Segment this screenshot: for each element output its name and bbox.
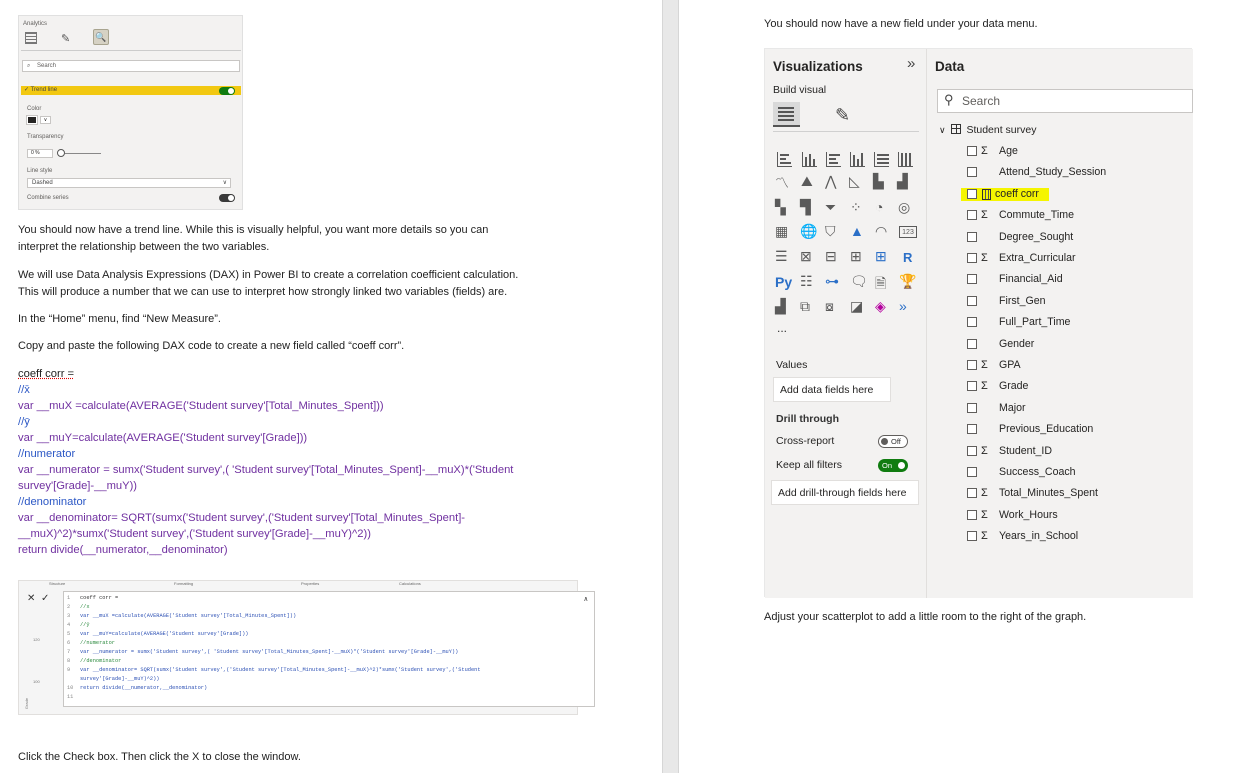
code-line: survey'[Grade]-__muY))	[18, 480, 138, 492]
trend-line-header[interactable]	[21, 86, 241, 95]
table-student-survey[interactable]	[939, 122, 1036, 138]
build-visual-label: Build visual	[773, 84, 827, 96]
field-checkbox[interactable]	[967, 424, 977, 434]
azure-map-icon[interactable]: ▲	[850, 223, 864, 239]
field-checkbox[interactable]	[967, 189, 977, 199]
ribbon-chart-icon[interactable]: ▚	[775, 199, 786, 215]
axis-label: Grade	[24, 697, 30, 710]
multi-row-card-icon[interactable]: ☰	[775, 248, 788, 264]
field-checkbox[interactable]	[967, 317, 977, 327]
collapse-chevron-icon[interactable]: ∧	[583, 596, 588, 604]
transparency-slider-track[interactable]	[65, 153, 101, 154]
line-number: 1	[67, 595, 71, 601]
paragraph-line: interpret the relationship between the two variables.	[18, 241, 270, 253]
field-name: GPA	[999, 359, 1021, 371]
field-item[interactable]	[927, 184, 1193, 205]
search-icon: ⌕	[27, 63, 31, 69]
color-label: Color	[27, 106, 42, 112]
field-item[interactable]	[927, 398, 1193, 419]
paragraph-check-box: Click the Check box. Then click the X to close the window.	[18, 751, 301, 763]
formula-line: //numerator	[80, 640, 115, 646]
cross-report-toggle[interactable]	[878, 435, 908, 448]
formula-line: //ȳ	[80, 622, 90, 628]
line-style-label: Line style	[27, 168, 53, 174]
formula-bar-screenshot	[18, 580, 588, 715]
analytics-search-placeholder: Search	[37, 63, 57, 69]
field-name: Years_in_School	[999, 530, 1079, 543]
line-number: 9	[67, 667, 71, 673]
field-item[interactable]	[927, 526, 1193, 547]
code-line: var __numerator = sumx('Student survey',( 'Student survey'[Total_Minutes_Spent]-__muX)*('Student	[18, 464, 514, 476]
analytics-tab-label: Analytics	[23, 21, 48, 27]
sigma-icon: Σ	[981, 145, 988, 157]
code-line: //ȳ	[18, 416, 30, 428]
sigma-icon: Σ	[981, 359, 988, 371]
code-line: coeff corr =	[18, 368, 75, 380]
narrative-icon[interactable]: 🗎	[875, 275, 887, 291]
paragraph-line: You should now have a trend line. While this is visually helpful, you want more details so you can	[18, 224, 489, 236]
formula-line: survey'[Grade]-__muY)^2))	[80, 676, 160, 682]
field-checkbox[interactable]	[967, 232, 977, 242]
field-checkbox[interactable]	[967, 210, 977, 220]
treemap-icon[interactable]: ▦	[775, 223, 789, 239]
line-style-value: Dashed	[32, 180, 53, 186]
field-checkbox[interactable]	[967, 446, 977, 456]
trend-line-label: Trend line	[30, 87, 58, 93]
sigma-icon: Σ	[981, 530, 988, 543]
drill-through-label: Drill through	[776, 413, 839, 425]
values-well[interactable]	[773, 377, 891, 402]
combine-series-label: Combine series	[27, 195, 69, 201]
cross-report-toggle-text: Off	[891, 437, 901, 446]
flow-visual-icon[interactable]: »	[899, 298, 907, 314]
line-number: 2	[67, 604, 71, 610]
field-checkbox[interactable]	[967, 360, 977, 370]
sigma-icon: Σ	[981, 252, 988, 264]
code-line: return divide(__numerator,__denominator)	[18, 544, 228, 556]
field-checkbox[interactable]	[967, 296, 977, 306]
paragraph-line: We will use Data Analysis Expressions (DAX) in Power BI to create a correlation coefficient calculation.	[18, 269, 519, 281]
trend-line-toggle[interactable]	[219, 87, 235, 95]
power-automate-icon[interactable]: ⧇	[825, 298, 834, 314]
field-name: Previous_Education	[999, 423, 1094, 436]
line-number: 6	[67, 640, 71, 646]
field-name: First_Gen	[999, 294, 1046, 307]
analytics-search-input[interactable]	[22, 60, 240, 72]
key-influencers-icon[interactable]: ☷	[800, 273, 813, 289]
field-name: Full_Part_Time	[999, 316, 1071, 329]
more-visuals-icon[interactable]: ...	[777, 321, 788, 335]
paragraph-new-field: You should now have a new field under your data menu.	[764, 18, 1038, 30]
keep-filters-toggle[interactable]	[878, 459, 908, 472]
line-clustered-column-icon[interactable]: ▟	[897, 173, 908, 189]
goals-icon[interactable]: 🏆	[899, 273, 917, 289]
analytics-magnifier-icon[interactable]: 🔍	[93, 29, 109, 45]
field-item[interactable]	[927, 205, 1193, 226]
line-number: 4	[67, 622, 71, 628]
donut-chart-icon[interactable]: ◎	[898, 199, 911, 215]
data-search-placeholder: Search	[962, 94, 1001, 108]
paragraph-line: This will produce a number that we can use to interpret how strongly linked two variables (fields) are.	[18, 286, 508, 298]
field-name: Financial_Aid	[999, 273, 1063, 286]
line-column-chart-icon[interactable]: ▙	[873, 173, 884, 189]
field-checkbox[interactable]	[967, 253, 977, 263]
field-name: Attend_Study_Session	[999, 166, 1107, 179]
field-checkbox[interactable]	[967, 531, 977, 541]
scatter-chart-icon[interactable]: ⁘	[850, 199, 862, 215]
formula-line: var __muY=calculate(AVERAGE('Student survey'[Grade]))	[80, 631, 249, 637]
field-name: Success_Coach	[999, 466, 1076, 478]
field-item[interactable]	[927, 441, 1193, 462]
powerbi-pane-screenshot	[764, 48, 1192, 597]
format-brush-icon: ✎	[61, 33, 71, 45]
paragraph-copy-code: Copy and paste the following DAX code to create a new field called “coeff corr”.	[18, 340, 405, 352]
line-number: 7	[67, 649, 71, 655]
paragraph-adjust-scatter: Adjust your scatterplot to add a little room to the right of the graph.	[764, 611, 1087, 623]
formula-line: //x	[80, 604, 90, 610]
page-gap	[662, 0, 679, 773]
field-item[interactable]	[927, 483, 1193, 504]
clustered-bar-chart-icon[interactable]	[826, 152, 841, 167]
field-name: Grade	[999, 380, 1029, 393]
combine-series-toggle[interactable]	[219, 194, 235, 202]
sigma-icon: Σ	[981, 444, 988, 457]
analytics-tab-divider	[21, 50, 241, 51]
field-name: Commute_Time	[999, 209, 1074, 222]
decomposition-tree-icon[interactable]: ⊶	[825, 273, 839, 289]
waterfall-chart-icon[interactable]: ▜	[800, 199, 811, 215]
formula-editor[interactable]	[63, 591, 595, 707]
code-line: //numerator	[18, 448, 76, 460]
field-name: Major	[999, 401, 1026, 414]
ribbon-tab[interactable]: Properties	[301, 581, 320, 586]
slicer-icon[interactable]: ⊟	[825, 248, 837, 264]
table-name: Student survey	[966, 124, 1037, 136]
color-chevron-down-icon[interactable]: ∨	[40, 116, 51, 124]
ribbon-tab[interactable]: Calculations	[399, 581, 421, 586]
qa-icon[interactable]: 🗨	[850, 273, 868, 289]
formula-line: var __muX =calculate(AVERAGE('Student survey'[Total_Minutes_Spent]))	[80, 613, 297, 619]
map-icon[interactable]: 🌐	[800, 223, 818, 239]
100-column-chart-icon[interactable]	[898, 152, 913, 167]
card-number: 123	[902, 229, 914, 236]
clustered-column-chart-icon[interactable]	[850, 152, 865, 167]
ribbon-tab[interactable]: Formatting	[174, 581, 194, 586]
transparency-slider-handle[interactable]	[57, 149, 65, 157]
field-name: Age	[999, 145, 1018, 157]
field-name: Work_Hours	[999, 508, 1058, 521]
funnel-chart-icon[interactable]: ⏷	[825, 199, 837, 215]
field-item[interactable]	[927, 269, 1193, 290]
field-name: Extra_Curricular	[999, 252, 1076, 264]
check-icon[interactable]: ✓	[41, 593, 50, 604]
gauge-icon[interactable]: ◠	[875, 223, 888, 239]
sigma-icon: Σ	[981, 508, 988, 521]
axis-tick-label: 120	[33, 637, 40, 642]
field-item[interactable]	[927, 248, 1193, 269]
field-checkbox[interactable]	[967, 146, 977, 156]
toggle-knob	[881, 438, 888, 445]
stacked-bar-chart-icon[interactable]	[777, 152, 792, 167]
formula-line: //denominator	[80, 658, 122, 664]
formula-line: var __denominator= SQRT(sumx('Student survey',('Student survey'[Total_Minutes_Spent]-__muX)^2)*sumx('Student survey',('Student	[80, 667, 481, 673]
card-icon[interactable]	[899, 226, 917, 238]
line-number: 10	[67, 685, 74, 691]
drill-through-well[interactable]	[771, 480, 919, 505]
code-line: var __denominator= SQRT(sumx('Student survey',('Student survey'[Total_Minutes_Spent]-	[18, 512, 466, 524]
field-item[interactable]	[927, 312, 1193, 333]
values-placeholder: Add data fields here	[780, 384, 874, 396]
python-visual-icon[interactable]: Py	[775, 274, 793, 290]
area-chart-icon[interactable]: ⛰	[801, 173, 813, 189]
chevron-down-icon: ∨	[222, 180, 227, 186]
power-apps-icon[interactable]: ⧉	[800, 298, 810, 314]
visualizations-title: Visualizations	[773, 59, 863, 74]
field-checkbox[interactable]	[967, 510, 977, 520]
chevron-down-icon: ∨	[939, 125, 946, 135]
line-number: 3	[67, 613, 71, 619]
build-visual-icon[interactable]	[773, 102, 800, 127]
line-chart-icon[interactable]: 〽	[775, 175, 789, 191]
formula-line: coeff corr =	[80, 595, 119, 601]
field-item[interactable]	[927, 334, 1193, 355]
table-icon	[951, 124, 961, 134]
close-icon[interactable]: ✕	[27, 593, 36, 604]
analytics-pane-screenshot	[18, 15, 243, 210]
field-checkbox[interactable]	[967, 339, 977, 349]
field-name: Total_Minutes_Spent	[999, 487, 1098, 500]
format-table-icon	[25, 32, 37, 44]
transparency-input[interactable]	[27, 149, 53, 158]
line-number: 11	[67, 694, 74, 700]
r-visual-icon[interactable]: R	[903, 250, 913, 265]
100-area-chart-icon[interactable]: ◺	[849, 173, 860, 189]
code-line: __muX)^2)*sumx('Student survey',('Student survey'[Grade]-__muY)^2))	[18, 528, 371, 540]
field-checkbox[interactable]	[967, 381, 977, 391]
field-item[interactable]	[927, 291, 1193, 312]
visuals-divider	[773, 131, 919, 132]
field-item[interactable]	[927, 376, 1193, 397]
paginated-report-icon[interactable]: ▟	[775, 298, 786, 314]
code-line: var __muX =calculate(AVERAGE('Student survey'[Total_Minutes_Spent]))	[18, 400, 384, 412]
paragraph-new-measure: In the “Home” menu, find “New Measure”.	[18, 313, 221, 325]
dax-code-block	[18, 366, 618, 558]
line-number: 5	[67, 631, 71, 637]
filled-map-icon[interactable]: ⛉	[825, 223, 836, 239]
ribbon-tab[interactable]: Structure	[49, 581, 66, 586]
field-name: Gender	[999, 337, 1035, 350]
field-name: Degree_Sought	[999, 230, 1074, 243]
field-checkbox[interactable]	[967, 274, 977, 284]
axis-tick-label: 100	[33, 679, 40, 684]
values-label: Values	[776, 359, 808, 371]
transparency-label: Transparency	[27, 134, 64, 140]
sigma-icon: Σ	[981, 209, 988, 222]
field-name: Student_ID	[999, 444, 1053, 457]
table-icon[interactable]: ⊞	[850, 248, 862, 264]
line-number: 8	[67, 658, 71, 664]
field-checkbox[interactable]	[967, 488, 977, 498]
search-icon: ⚲	[944, 92, 954, 107]
100-bar-chart-icon[interactable]	[874, 152, 889, 167]
diamond-visual-icon[interactable]: ◈	[875, 298, 886, 314]
calculator-icon	[982, 189, 991, 200]
drill-through-placeholder: Add drill-through fields here	[778, 487, 907, 499]
field-item[interactable]	[927, 162, 1193, 183]
field-checkbox[interactable]	[967, 403, 977, 413]
kpi-icon[interactable]: ⊠	[800, 248, 812, 264]
table-grid-icon	[778, 107, 794, 121]
paragraph-dax	[18, 267, 638, 301]
chevron-down-icon: ✓	[24, 87, 31, 93]
toggle-knob	[898, 462, 905, 469]
line-style-select[interactable]	[27, 178, 231, 188]
code-line: //denominator	[18, 496, 87, 508]
stacked-area-chart-icon[interactable]: ⋀	[825, 173, 837, 189]
field-item[interactable]	[927, 462, 1193, 483]
field-item[interactable]	[927, 419, 1193, 440]
formula-line: return divide(__numerator,__denominator)	[80, 685, 208, 691]
pie-chart-icon[interactable]: ◔	[875, 199, 884, 215]
transparency-unit: %	[35, 150, 40, 156]
field-item[interactable]	[927, 505, 1193, 526]
cross-report-label: Cross-report	[776, 435, 835, 447]
data-search-input[interactable]	[937, 89, 1193, 113]
field-item[interactable]	[927, 141, 1193, 162]
keep-filters-toggle-text: On	[882, 461, 893, 470]
transparency-value: 0	[31, 150, 34, 156]
field-name: coeff corr	[995, 187, 1039, 200]
field-checkbox[interactable]	[967, 467, 977, 477]
code-line: var __muY=calculate(AVERAGE('Student survey'[Grade]))	[18, 432, 308, 444]
ribbon-tabs	[19, 581, 577, 587]
code-line: //x̄	[18, 384, 30, 396]
paragraph-trend-line	[18, 222, 638, 256]
color-swatch[interactable]	[27, 116, 37, 124]
stacked-column-chart-icon[interactable]	[802, 152, 817, 167]
smart-narrative-icon[interactable]: ◪	[850, 298, 864, 314]
matrix-icon[interactable]: ⊞	[875, 248, 887, 264]
collapse-double-chevron-icon[interactable]: »	[907, 55, 916, 72]
field-item[interactable]	[927, 355, 1193, 376]
field-checkbox[interactable]	[967, 167, 977, 177]
data-title: Data	[935, 59, 965, 74]
sigma-icon: Σ	[981, 487, 988, 500]
field-item[interactable]	[927, 227, 1193, 248]
keep-filters-label: Keep all filters	[776, 459, 842, 471]
format-visual-icon[interactable]: ✎	[835, 105, 851, 125]
sigma-icon: Σ	[981, 380, 988, 393]
visualizations-pane	[765, 49, 927, 598]
data-pane	[927, 49, 1193, 598]
formula-line: var __numerator = sumx('Student survey',( 'Student survey'[Total_Minutes_Spent]-__muX)*('Student survey'[Grade]-__muY))	[80, 649, 459, 655]
